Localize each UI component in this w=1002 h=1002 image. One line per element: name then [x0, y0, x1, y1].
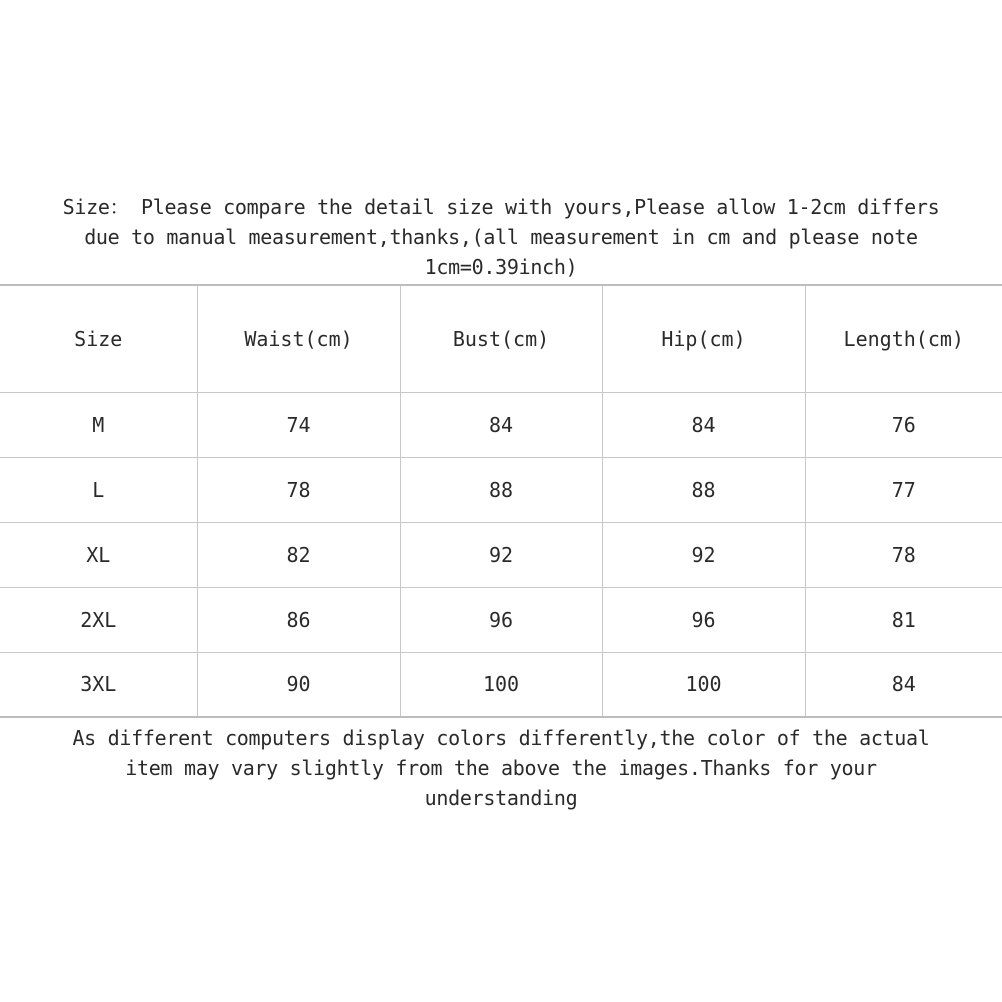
size-intro-note: Size： Please compare the detail size with yours,Please allow 1-2cm differs due to manual measurement,thanks,(all measurement in cm and please note 1cm=0.39inch)	[62, 195, 940, 279]
cell-bust: 100	[400, 652, 602, 717]
cell-length: 81	[805, 587, 1002, 652]
cell-size: L	[0, 457, 197, 522]
cell-length: 77	[805, 457, 1002, 522]
cell-waist: 78	[197, 457, 400, 522]
header-bust: Bust(cm)	[400, 285, 602, 392]
cell-waist: 86	[197, 587, 400, 652]
cell-hip: 88	[602, 457, 805, 522]
table-row	[0, 652, 1002, 717]
cell-hip: 84	[602, 392, 805, 457]
cell-bust: 92	[400, 522, 602, 587]
header-waist: Waist(cm)	[197, 285, 400, 392]
cell-size: M	[0, 392, 197, 457]
table-header-row	[0, 285, 1002, 392]
table-row	[0, 587, 1002, 652]
cell-bust: 88	[400, 457, 602, 522]
header-hip: Hip(cm)	[602, 285, 805, 392]
cell-bust: 96	[400, 587, 602, 652]
header-length: Length(cm)	[805, 285, 1002, 392]
size-chart-table	[0, 284, 1002, 718]
cell-bust: 84	[400, 392, 602, 457]
cell-waist: 82	[197, 522, 400, 587]
cell-length: 84	[805, 652, 1002, 717]
cell-size: 3XL	[0, 652, 197, 717]
cell-size: XL	[0, 522, 197, 587]
table-row	[0, 457, 1002, 522]
cell-waist: 74	[197, 392, 400, 457]
cell-length: 78	[805, 522, 1002, 587]
cell-size: 2XL	[0, 587, 197, 652]
table-row	[0, 392, 1002, 457]
table-row	[0, 522, 1002, 587]
cell-length: 76	[805, 392, 1002, 457]
cell-hip: 92	[602, 522, 805, 587]
cell-waist: 90	[197, 652, 400, 717]
header-size: Size	[0, 285, 197, 392]
color-disclaimer-note: As different computers display colors differently,the color of the actual item may vary slightly from the above the images.Thanks for your understanding	[72, 726, 930, 810]
cell-hip: 100	[602, 652, 805, 717]
cell-hip: 96	[602, 587, 805, 652]
